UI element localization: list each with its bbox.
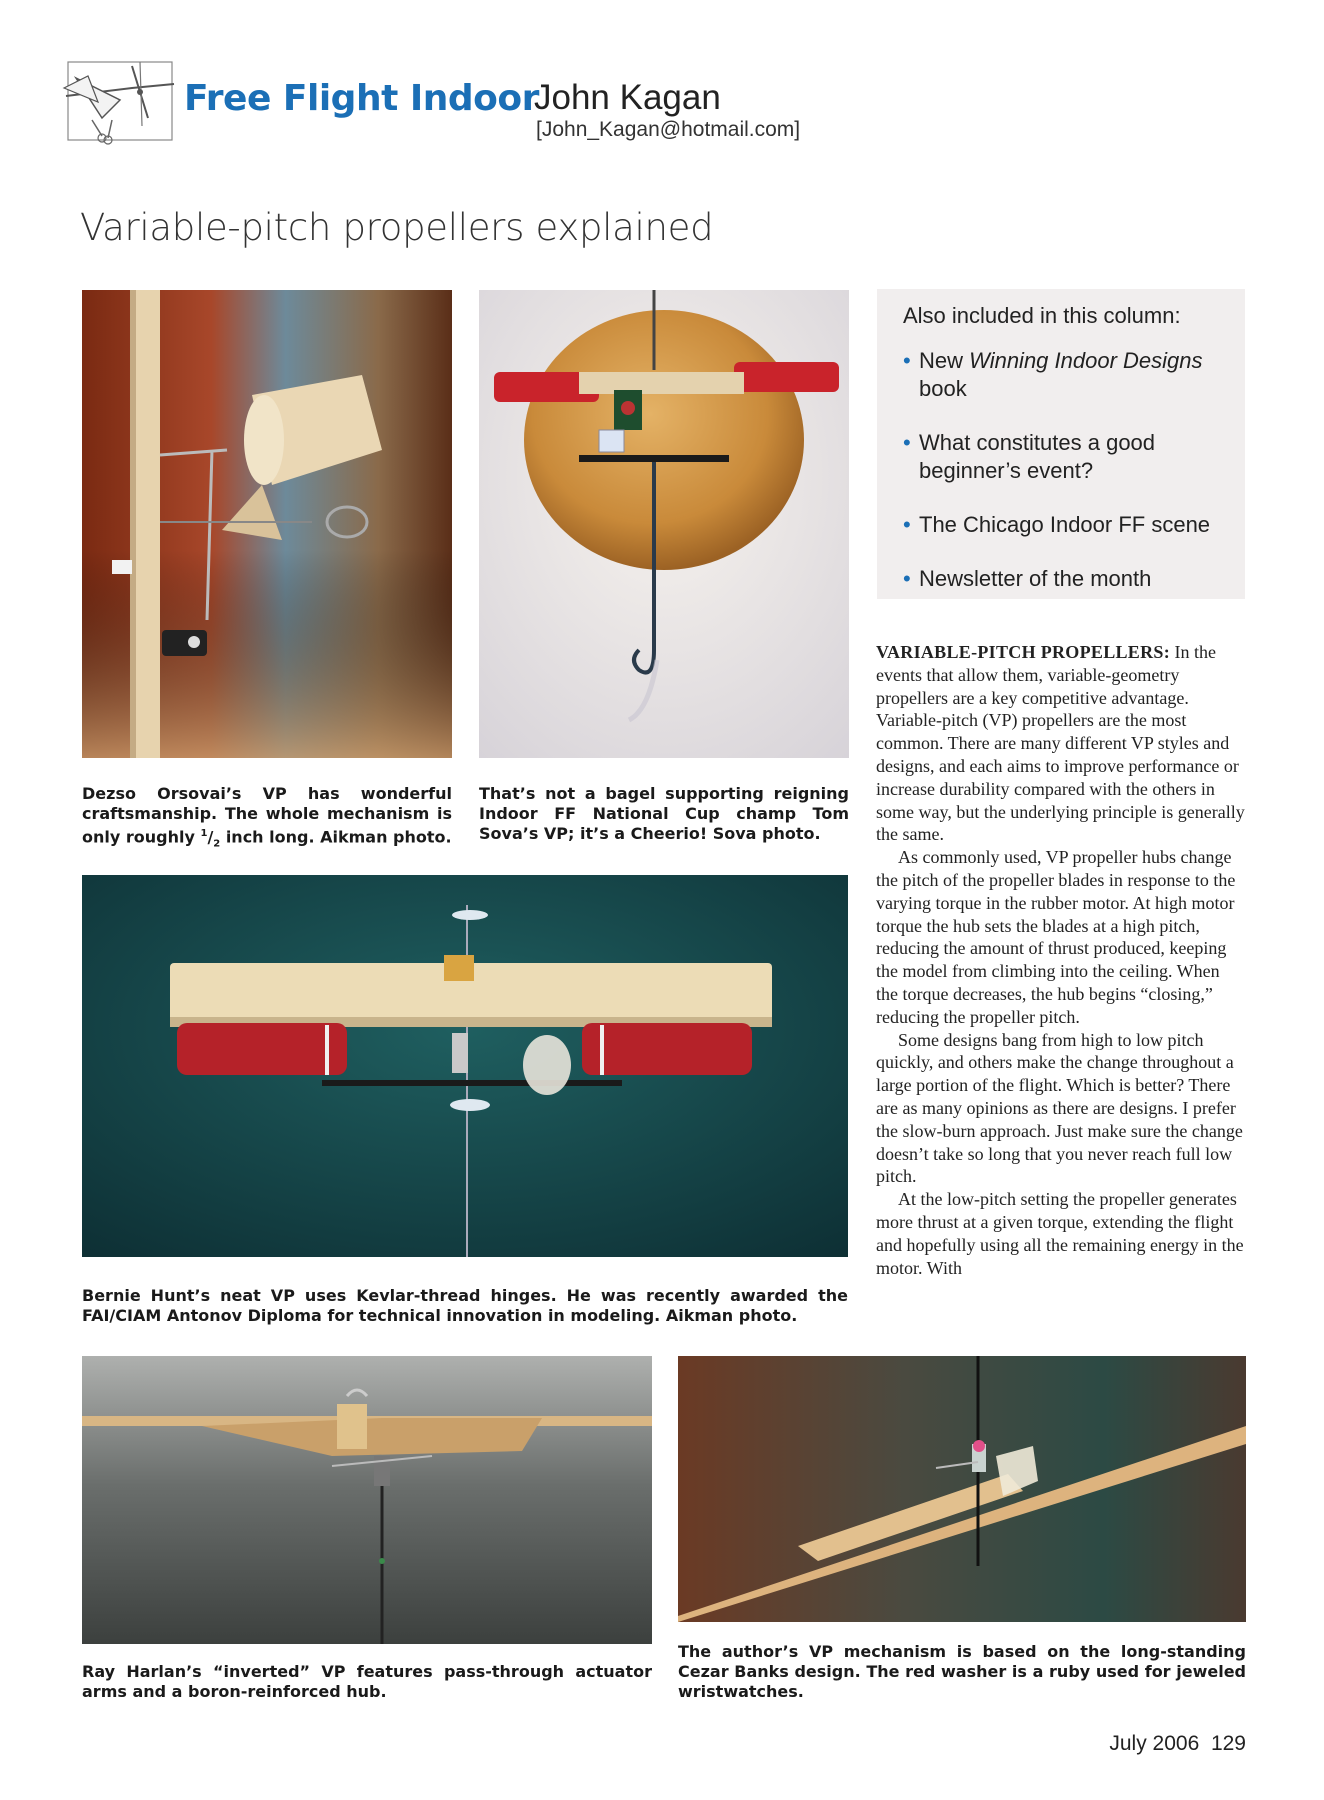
caption-author: The author’s VP mechanism is based on the long-standing Cezar Banks design. The red washer is a ruby used for jeweled wristwatches. xyxy=(678,1642,1246,1701)
list-item: • The Chicago Indoor FF scene xyxy=(903,512,1211,537)
column-name: Free Flight Indoor xyxy=(184,78,539,119)
bullet-icon: • xyxy=(903,566,911,591)
also-included-list xyxy=(903,347,1233,619)
caption-sova: That’s not a bagel supporting reigning Indoor FF National Cup champ Tom Sova’s VP; it’s a Cheerio! Sova photo. xyxy=(479,784,849,843)
also-included-box xyxy=(877,289,1245,599)
article-paragraph: Some designs bang from high to low pitch quickly, and others make the change throughout a large portion of the flight. Which is better? There are as many opinions as there are designs. I prefer the slow-burn approach. Just make sure the change doesn’t take so long that you never reach full low pitch. xyxy=(876,1029,1243,1187)
also-included-title: Also included in this column: xyxy=(903,303,1181,328)
photo-sova-vp xyxy=(479,290,849,758)
page-number: 129 xyxy=(1210,1732,1246,1755)
fraction-numerator: 1 xyxy=(200,828,208,839)
photo-harlan-vp xyxy=(82,1356,652,1644)
article-body xyxy=(876,641,1246,1279)
photo-orsovai-vp xyxy=(82,290,452,758)
bullet-icon: • xyxy=(903,512,911,537)
page-footer xyxy=(1109,1732,1246,1756)
list-item: • Newsletter of the month xyxy=(903,566,1152,591)
caption-hunt: Bernie Hunt’s neat VP uses Kevlar-thread hinges. He was recently awarded the FAI/CIAM Antonov Diploma for technical innovation in modeling. Aikman photo. xyxy=(82,1286,848,1325)
caption-harlan: Ray Harlan’s “inverted” VP features pass-through actuator arms and a boron-reinforced hub. xyxy=(82,1662,652,1701)
photo-author-vp xyxy=(678,1356,1246,1622)
photo-hunt-vp xyxy=(82,875,848,1257)
caption-orsovai-text: Dezso Orsovai’s VP has wonderful craftsmanship. The whole mechanism is only roughly xyxy=(82,784,452,847)
fraction-denominator: 2 xyxy=(213,838,221,850)
caption-orsovai-text-end: inch long. Aikman photo. xyxy=(220,827,452,847)
article-paragraph: As commonly used, VP propeller hubs change the pitch of the propeller blades in response to the varying torque in the rubber motor. At high motor torque the hub sets the blades at a high pitch, reducing the amount of thrust produced, keeping the model from climbing into the ceiling. When the torque decreases, the hub begins “closing,” reducing the propeller pitch. xyxy=(876,847,1236,1027)
article-paragraph: VARIABLE-PITCH PROPELLERS: In the events that allow them, variable-geometry propellers are a key competitive advantage. Variable-pitch (VP) propellers are the most common. There are many different VP styles and designs, and each aims to improve performance or increase durability compared with the others in some way, but the underlying principle is generally the same. xyxy=(876,642,1245,845)
list-item: • New Winning Indoor Designs book xyxy=(903,348,1203,401)
issue-date: July 2006 xyxy=(1109,1732,1200,1755)
list-item: • What constitutes a good beginner’s event? xyxy=(903,430,1156,483)
article-paragraph: At the low-pitch setting the propeller generates more thrust at a given torque, extending the flight and hopefully using all the remaining energy in the motor. With xyxy=(876,1189,1244,1278)
article-lead: VARIABLE-PITCH PROPELLERS: xyxy=(876,642,1171,662)
author-name: John Kagan xyxy=(534,78,721,117)
bullet-icon: • xyxy=(903,430,911,455)
page-title: Variable-pitch propellers explained xyxy=(80,206,714,249)
caption-orsovai: Dezso Orsovai’s VP has wonderful craftsmanship. The whole mechanism is only roughly $^1/_2$ inch long. Aikman photo. xyxy=(82,784,452,850)
bullet-icon: • xyxy=(903,348,911,373)
airplane-logo-icon xyxy=(62,58,180,146)
author-email: [John_Kagan@hotmail.com] xyxy=(536,118,801,141)
